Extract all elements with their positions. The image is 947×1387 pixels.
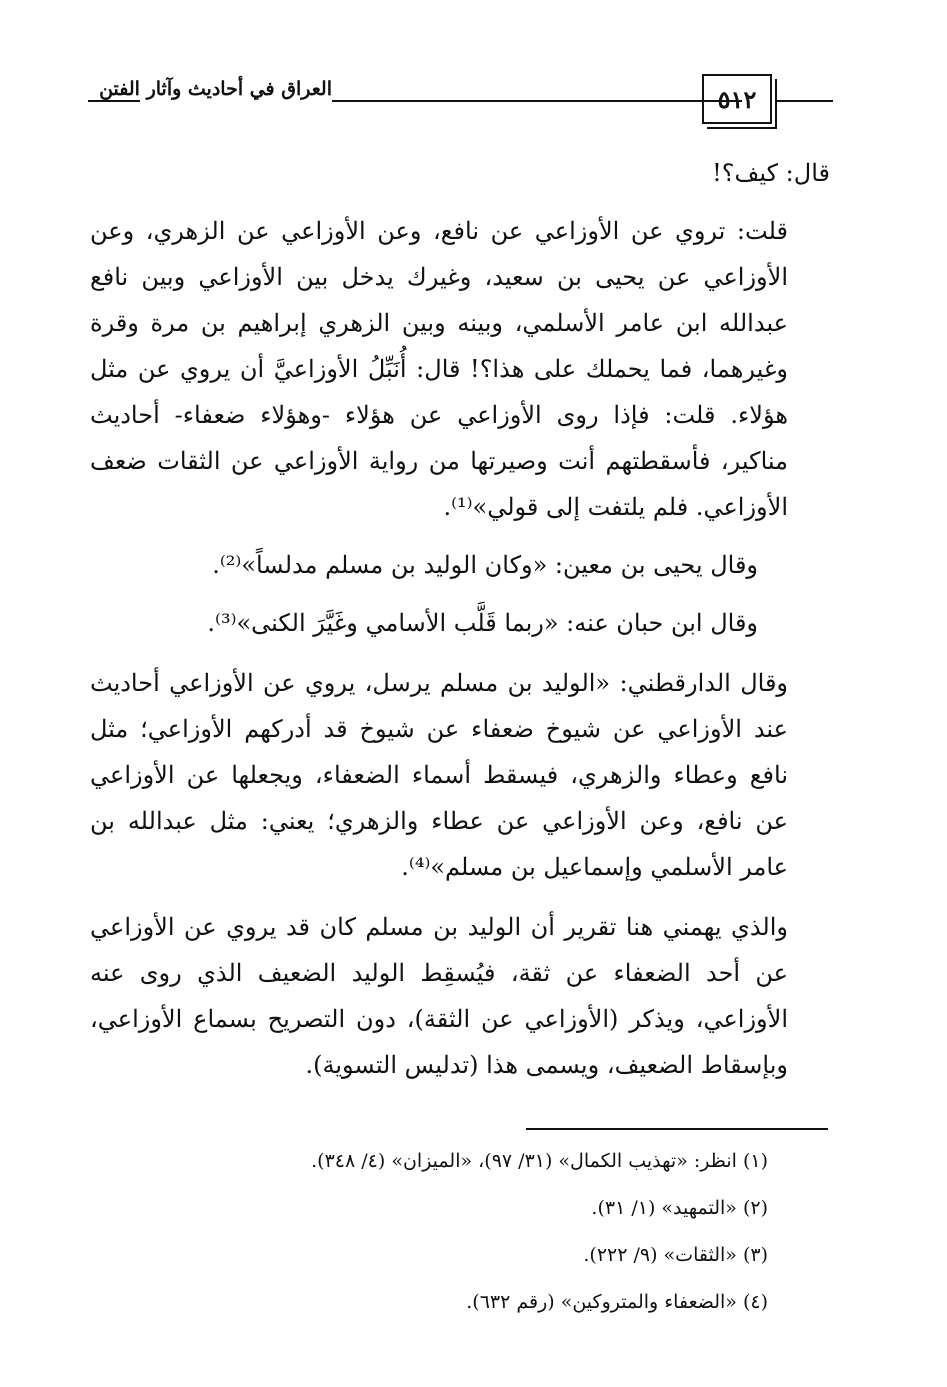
footnote: (١) انظر: «تهذيب الكمال» (٣١/ ٩٧)، «الميزان» (٤/ ٣٤٨).	[311, 1150, 768, 1172]
paragraph: وقال يحيى بن معين: «وكان الوليد بن مسلم مدلساً»⁽²⁾.	[212, 551, 758, 579]
paragraph: وقال الدارقطني: «الوليد بن مسلم يرسل، يروي عن الأوزاعي أحاديث عند الأوزاعي عن شيوخ ضعفاء عن شيوخ قد أدركهم الأوزاعي؛ مثل نافع وعطاء والزهري، فيسقط أسماء الضعفاء، ويجعلها عن الأوزاعي عن نافع، وعن الأوزاعي عن عطاء والزهري؛ يعني: مثل عبدالله بن عامر الأسلمي وإسماعيل بن مسلم»⁽⁴⁾.	[90, 669, 788, 881]
page-header	[88, 66, 833, 126]
paragraph: والذي يهمني هنا تقرير أن الوليد بن مسلم كان قد يروي عن الأوزاعي عن أحد الضعفاء عن ثقة، فيُسقِط الوليد الضعيف الذي روى عنه الأوزاعي، ويذكر (الأوزاعي عن الثقة)، دون التصريح بسماع الأوزاعي، وبإسقاط الضعيف، ويسمى هذا (تدليس التسوية).	[90, 913, 788, 1079]
main-text	[90, 150, 830, 1088]
footnotes	[200, 1150, 768, 1338]
footnote: (٣) «الثقات» (٩/ ٢٢٢).	[583, 1244, 768, 1266]
footnote: (٤) «الضعفاء والمتروكين» (رقم ٦٣٢).	[466, 1291, 768, 1313]
header-rule	[776, 100, 833, 102]
header-rule	[88, 100, 140, 102]
footnote-separator	[526, 1128, 828, 1130]
page-number-box	[702, 74, 772, 124]
footnote: (٢) «التمهيد» (١/ ٣١).	[591, 1197, 768, 1219]
page-number: ٥١٢	[717, 85, 757, 114]
header-rule	[332, 100, 742, 102]
paragraph: قلت: تروي عن الأوزاعي عن نافع، وعن الأوزاعي عن الزهري، وعن الأوزاعي عن يحيى بن سعيد، وغيرك يدخل بين الأوزاعي وبين نافع عبدالله ابن عامر الأسلمي، وبينه وبين الزهري إبراهيم بن مرة وقرة وغيرهما، فما يحملك على هذا؟! قال: أُنَبِّلُ الأوزاعيَّ أن يروي عن مثل هؤلاء. قلت: فإذا روى الأوزاعي عن هؤلاء -وهؤلاء ضعفاء- أحاديث مناكير، فأسقطتهم أنت وصيرتها من رواية الأوزاعي عن الثقات ضعف الأوزاعي. فلم يلتفت إلى قولي»⁽¹⁾.	[90, 217, 789, 521]
running-title: العراق في أحاديث وآثار الفتن	[99, 78, 332, 100]
paragraph: وقال ابن حبان عنه: «ربما قَلَّب الأسامي وغَيَّرَ الكنى»⁽³⁾.	[207, 609, 758, 637]
paragraph: قال: كيف؟!	[712, 159, 830, 187]
